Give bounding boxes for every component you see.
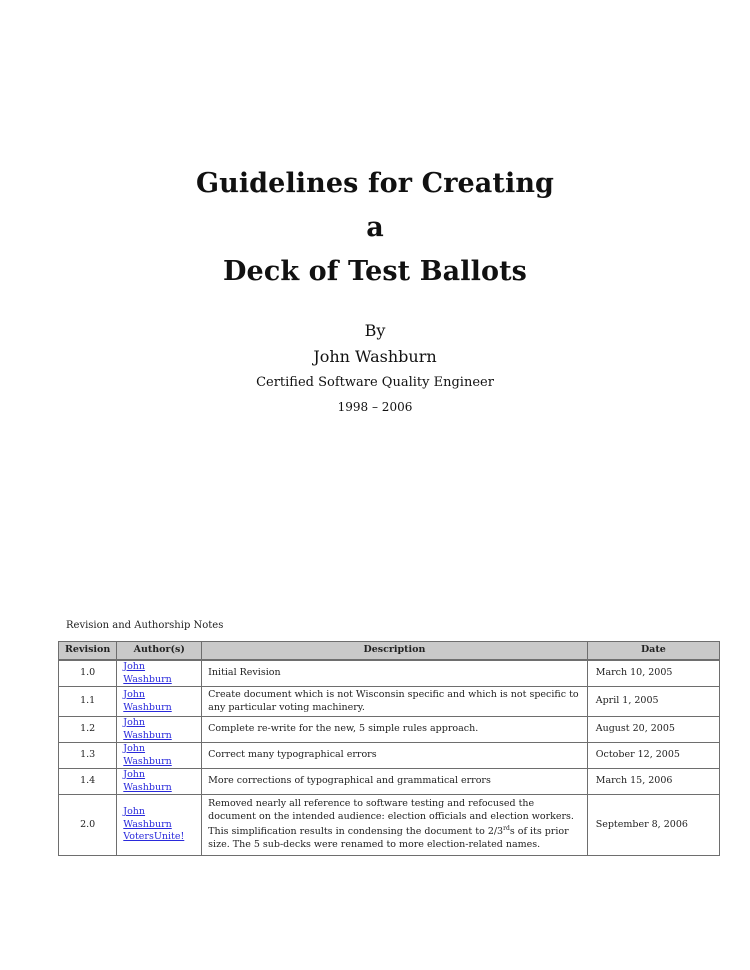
revision-table [58,641,720,856]
header-description: Description [202,642,588,661]
title-line-1: Guidelines for Creating [195,168,555,199]
author-link[interactable]: John Washburn [123,661,172,685]
table-row [59,717,720,743]
description-superscript: rd [503,825,510,833]
table-row [59,743,720,769]
description-cell: Initial Revision [202,660,588,687]
revision-cell: 1.1 [59,687,117,717]
author-link[interactable]: John Washburn [123,743,172,767]
table-row [59,660,720,687]
author-name: John Washburn [313,347,437,366]
description-cell: Correct many typographical errors [202,743,588,769]
description-cell: More corrections of typographical and grammatical errors [202,769,588,795]
author-cell [117,660,202,687]
description-text-continued: s of its prior size. The 5 sub-decks were renamed to more election-related names. [208,826,569,851]
author-cell [117,687,202,717]
date-cell: October 12, 2005 [587,743,719,769]
date-cell: September 8, 2006 [587,795,719,856]
header-authors: Author(s) [117,642,202,661]
revision-cell: 1.4 [59,769,117,795]
author-cell [117,717,202,743]
header-date: Date [587,642,719,661]
author-credential: Certified Software Quality Engineer [256,375,494,390]
author-link[interactable]: John Washburn [123,806,172,830]
table-header-row [59,642,720,661]
description-cell: Complete re-write for the new, 5 simple rules approach. [202,717,588,743]
byline [0,318,750,418]
years-range: 1998 – 2006 [337,400,413,414]
revision-cell: 1.0 [59,660,117,687]
table-row [59,795,720,856]
date-cell: April 1, 2005 [587,687,719,717]
revision-cell: 1.3 [59,743,117,769]
author-link-votersunite[interactable]: VotersUnite! [123,831,185,843]
author-link[interactable]: John Washburn [123,689,172,713]
by-label: By [364,321,386,340]
revision-cell: 2.0 [59,795,117,856]
description-cell [202,795,588,856]
author-cell [117,743,202,769]
title-line-3: Deck of Test Ballots [223,256,527,287]
author-cell [117,795,202,856]
table-row [59,769,720,795]
title-line-2: a [366,212,384,243]
table-row [59,687,720,717]
table-caption: Revision and Authorship Notes [66,620,224,631]
description-cell: Create document which is not Wisconsin specific and which is not specific to any particular voting machinery. [202,687,588,717]
author-link[interactable]: John Washburn [123,717,172,741]
date-cell: March 10, 2005 [587,660,719,687]
document-title [0,162,750,294]
date-cell: March 15, 2006 [587,769,719,795]
header-revision: Revision [59,642,117,661]
author-cell [117,769,202,795]
description-text: Removed nearly all reference to software testing and refocused the document on the intended audience: election officials and election workers. This simplification results in condensing the document to 2/3 [208,798,574,838]
date-cell: August 20, 2005 [587,717,719,743]
revision-cell: 1.2 [59,717,117,743]
author-link[interactable]: John Washburn [123,769,172,793]
